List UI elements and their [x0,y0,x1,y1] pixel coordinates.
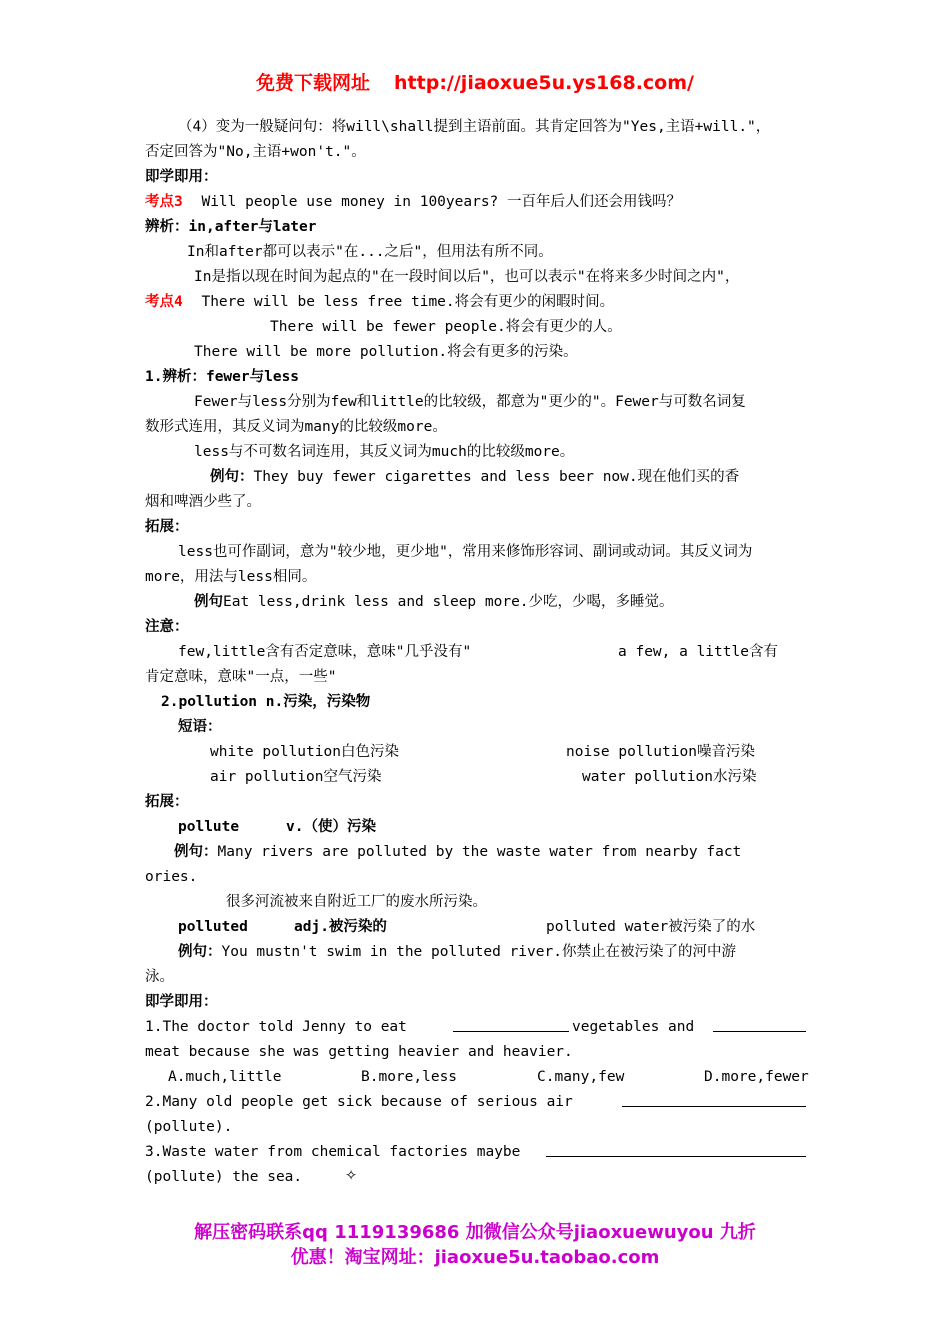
line-23: 肯定意味，意味"一点，一些" [145,669,337,685]
example-2-label: 例句 [194,594,223,610]
line-9: There will be fewer people.将会有更少的人。 [270,319,622,335]
example-4-text: You mustn't swim in the polluted river.你禁止在被污染了的河中游 [221,944,736,960]
phrase-air-pollution: air pollution空气污染 [210,769,382,785]
example-1 [210,467,739,487]
option-a[interactable]: A.much,little [168,1069,282,1085]
question-3-hint: (pollute) the sea. [145,1169,303,1185]
example-4-label: 例句： [178,944,222,960]
question-1-text-b: vegetables and [572,1019,695,1035]
key-point-4-label: 考点4 [145,294,183,310]
line-7: In是指以现在时间为起点的"在一段时间以后"，也可以表示"在将来多少时间之内"， [194,269,740,285]
pollution-heading: 2.pollution n.污染，污染物 [161,694,371,710]
key-point-4 [145,292,614,312]
polluted-meaning: adj.被污染的 [294,919,387,935]
header-banner [0,68,950,95]
line-31: ories. [145,869,198,885]
line-6: In和after都可以表示"在...之后"，但用法有所不同。 [187,244,553,260]
line-19: more，用法与less相同。 [145,569,317,585]
extension-heading-1: 拓展： [145,519,189,535]
example-3-label: 例句： [174,844,218,860]
example-2-text: Eat less,drink less and sleep more.少吃，少喝，多睡觉。 [223,594,674,610]
sparkle-icon: ✧ [345,1168,358,1184]
question-2-blank[interactable] [622,1092,806,1113]
line-1: （4）变为一般疑问句：将will\shall提到主语前面。其肯定回答为"Yes,主语+will."， [178,119,771,135]
option-d[interactable]: D.more,fewer [704,1069,809,1085]
key-point-3-label: 考点3 [145,194,183,210]
line-10: There will be more pollution.将会有更多的污染。 [194,344,578,360]
question-1-blank-2[interactable] [713,1017,806,1038]
fewer-less-heading: 1.辨析：fewer与less [145,369,300,385]
line-18: less也可作副词，意为"较少地，更少地"，常用来修饰形容词、副词或动词。其反义词为 [178,544,753,560]
header-text: 免费下载网址 [256,72,371,94]
question-2-hint: (pollute). [145,1119,233,1135]
practice-heading-2: 即学即用： [145,994,218,1010]
polluted-water-phrase: polluted water被污染了的水 [546,919,756,935]
phrase-white-pollution: white pollution白色污染 [210,744,399,760]
line-14: less与不可数名词连用，其反义词为much的比较级more。 [194,444,575,460]
phrases-heading: 短语： [178,719,222,735]
line-35: 泳。 [145,969,174,985]
line-32: 很多河流被来自附近工厂的废水所污染。 [226,894,487,910]
question-1-blank-1[interactable] [453,1017,569,1038]
key-point-4-text: There will be less free time.将会有更少的闲暇时间。 [201,294,615,310]
key-point-3-text: Will people use money in 100years? 一百年后人们还会用钱吗？ [201,194,682,210]
question-3-blank[interactable] [546,1142,806,1163]
example-2 [194,592,674,612]
polluted-word: polluted [178,919,248,935]
pollute-meaning: v.（使）污染 [286,819,376,835]
question-2-text: 2.Many old people get sick because of serious air [145,1094,573,1110]
example-4 [178,942,736,962]
question-1-text-c: meat because she was getting heavier and heavier. [145,1044,573,1060]
line-13: 数形式连用，其反义词为many的比较级more。 [145,419,447,435]
line-16: 烟和啤酒少些了。 [145,494,261,510]
phrase-noise-pollution: noise pollution噪音污染 [566,744,755,760]
example-1-text: They buy fewer cigarettes and less beer now.现在他们买的香 [253,469,740,485]
option-c[interactable]: C.many,few [537,1069,625,1085]
footer-line-2: 优惠！淘宝网址：jiaoxue5u.taobao.com [290,1247,660,1268]
line-22a: few,little含有否定意味，意味"几乎没有" [178,644,472,660]
option-b[interactable]: B.more,less [361,1069,458,1085]
phrase-water-pollution: water pollution水污染 [582,769,757,785]
header-url-link[interactable]: http://jiaoxue5u.ys168.com/ [394,72,694,94]
key-point-3 [145,192,681,212]
example-3 [174,842,741,862]
extension-heading-2: 拓展： [145,794,189,810]
footer-line-1: 解压密码联系qq 1119139686 加微信公众号jiaoxuewuyou 九折 [194,1222,756,1243]
analysis-heading: 辨析：in,after与later [145,219,317,235]
pollute-word: pollute [178,819,240,835]
note-heading: 注意： [145,619,189,635]
line-12: Fewer与less分别为few和little的比较级，都意为"更少的"。Fewer与可数名词复 [194,394,746,410]
question-3-text: 3.Waste water from chemical factories maybe [145,1144,521,1160]
line-2: 否定回答为"No,主语+won't."。 [145,144,366,160]
example-1-label: 例句： [210,469,254,485]
question-1-text: 1.The doctor told Jenny to eat [145,1019,407,1035]
line-22b: a few, a little含有 [618,644,778,660]
example-3-text: Many rivers are polluted by the waste water from nearby fact [217,844,742,860]
practice-heading: 即学即用： [145,169,218,185]
